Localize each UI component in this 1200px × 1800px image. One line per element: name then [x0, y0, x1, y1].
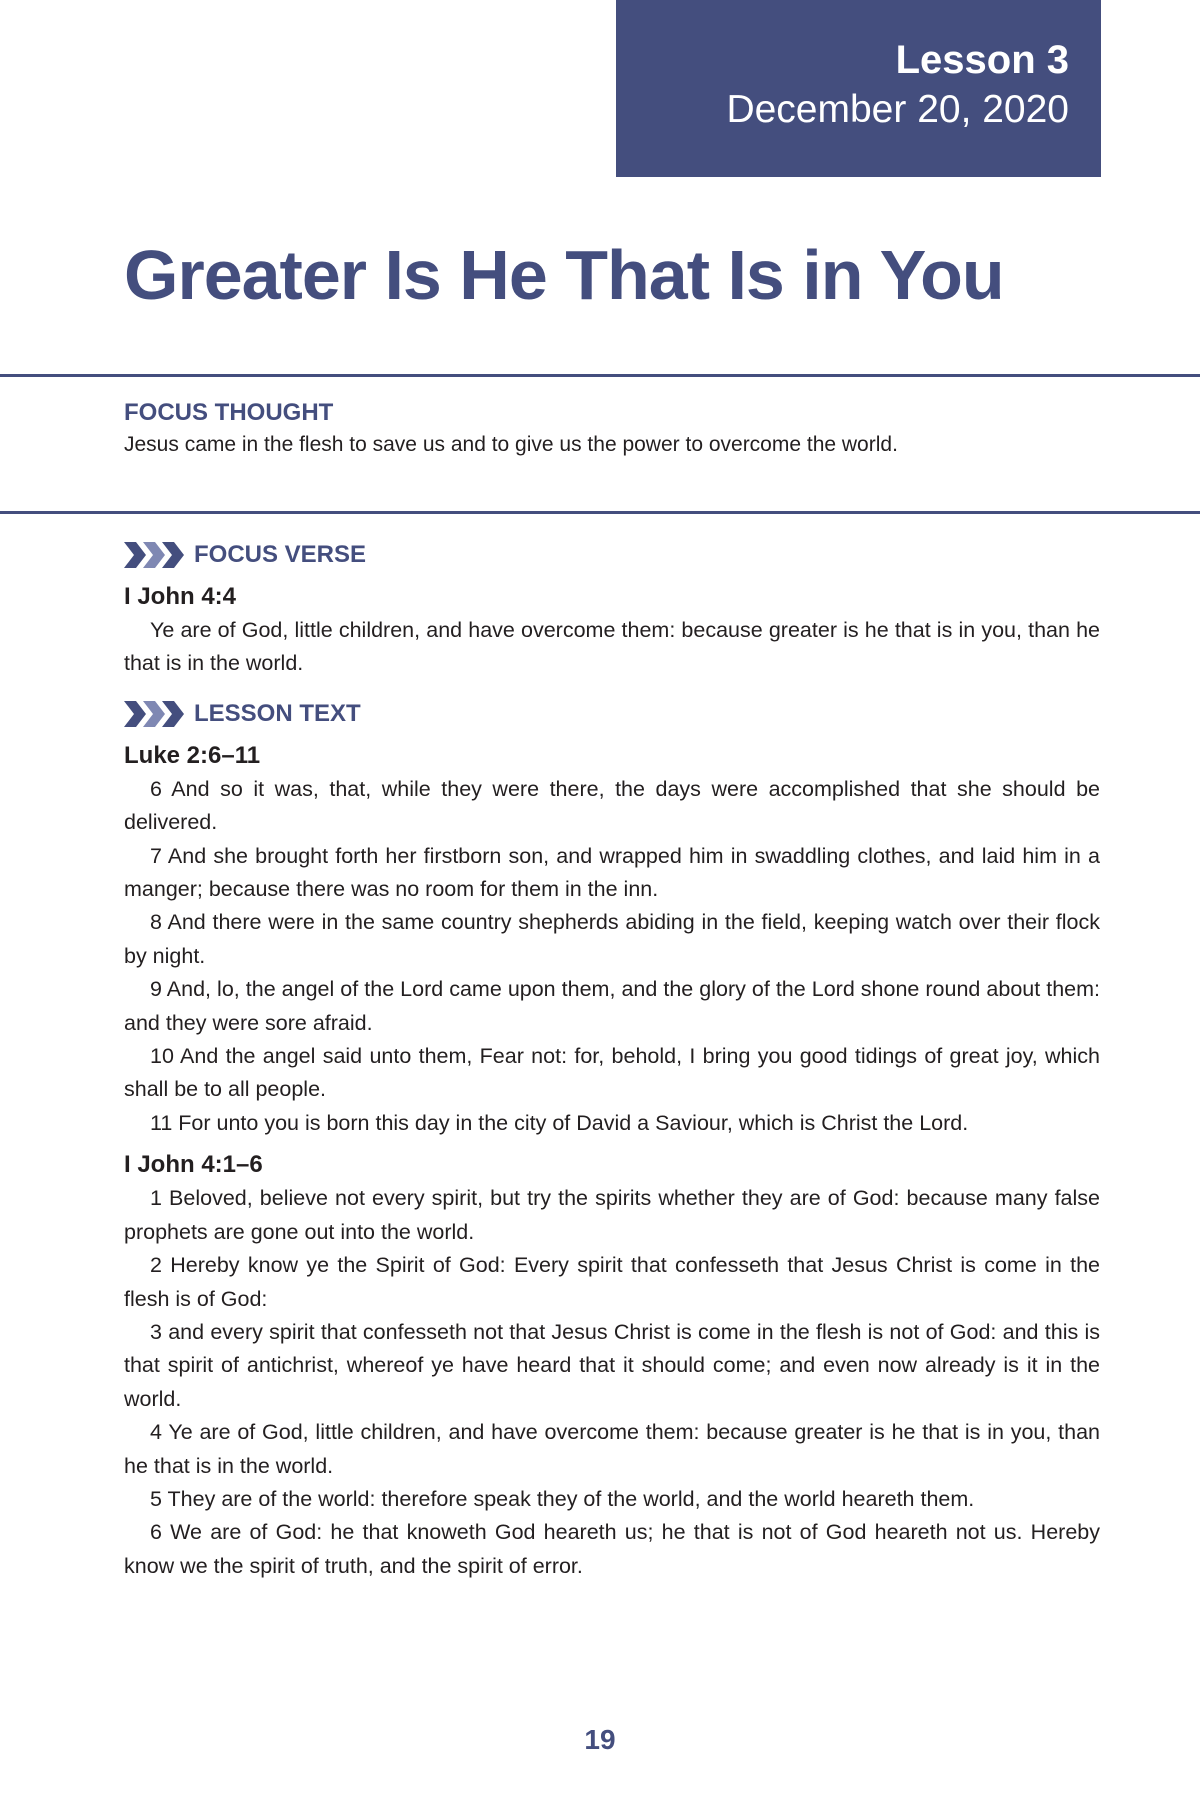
focus-thought-text: Jesus came in the flesh to save us and to give us the power to overcome the world. [124, 433, 898, 456]
lesson-header-box [616, 0, 1101, 177]
lesson-text-header [124, 695, 1100, 733]
triple-chevron-icon [124, 540, 186, 570]
lesson-date: December 20, 2020 [726, 88, 1069, 131]
focus-verse-reference: I John 4:4 [124, 583, 237, 610]
verse: 11 For unto you is born this day in the city of David a Saviour, which is Christ the Lord. [150, 1110, 969, 1135]
verse: 3 and every spirit that confesseth not that Jesus Christ is come in the flesh is not of God: and this is that spirit of antichrist, whereof ye have heard that it should come; and even now already is it in the world. [124, 1319, 1100, 1411]
page-title: Greater Is He That Is in You [124, 236, 1004, 314]
verse: 1 Beloved, believe not every spirit, but try the spirits whether they are of God: because many false prophets are gone out into the world. [124, 1186, 1100, 1244]
lesson-text-heading: LESSON TEXT [194, 699, 361, 727]
verse: 9 And, lo, the angel of the Lord came upon them, and the glory of the Lord shone round about them: and they were sore afraid. [124, 977, 1100, 1035]
divider-top [0, 374, 1200, 377]
focus-verse-heading: FOCUS VERSE [194, 541, 367, 568]
verse: 6 And so it was, that, while they were there, the days were accomplished that she should be delivered. [124, 776, 1100, 835]
focus-thought [124, 397, 1104, 461]
lesson-content [124, 536, 1100, 1583]
page-number: 19 [584, 1724, 616, 1755]
verse: 5 They are of the world: therefore speak they of the world, and the world heareth them. [150, 1486, 975, 1511]
passage-reference: I John 4:1–6 [124, 1151, 263, 1179]
verse: 2 Hereby know ye the Spirit of God: Every spirit that confesseth that Jesus Christ is come in the flesh is of God: [124, 1253, 1100, 1311]
divider-bottom [0, 511, 1200, 514]
focus-verse-text: Ye are of God, little children, and have overcome them: because greater is he that is in you, than he that is in the world. [124, 618, 1100, 676]
triple-chevron-icon [124, 699, 186, 729]
verse: 8 And there were in the same country shepherds abiding in the field, keeping watch over their flock by night. [124, 910, 1100, 968]
focus-thought-heading: FOCUS THOUGHT [124, 399, 334, 426]
verse: 6 We are of God: he that knoweth God heareth us; he that is not of God heareth not us. Hereby know we the spirit of truth, and the spirit of error. [124, 1520, 1100, 1578]
focus-verse-header [124, 536, 1100, 574]
lesson-number: Lesson 3 [895, 38, 1069, 82]
verse: 4 Ye are of God, little children, and have overcome them: because greater is he that is in you, than he that is in the world. [124, 1420, 1100, 1478]
passage-reference: Luke 2:6–11 [124, 741, 261, 769]
verse: 7 And she brought forth her firstborn son, and wrapped him in swaddling clothes, and laid him in a manger; because there was no room for them in the inn. [124, 843, 1100, 902]
verse: 10 And the angel said unto them, Fear not: for, behold, I bring you good tidings of great joy, which shall be to all people. [124, 1044, 1100, 1102]
